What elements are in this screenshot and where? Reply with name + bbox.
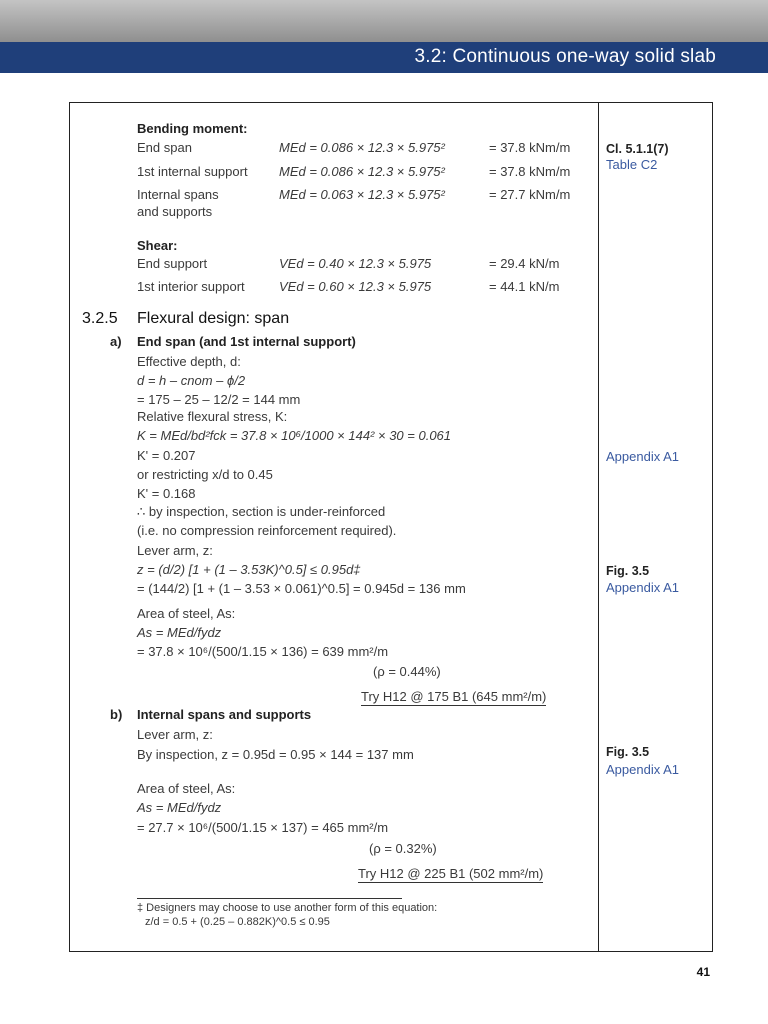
calc-line: K' = 0.168 bbox=[137, 486, 196, 501]
calc-line: Lever arm, z: bbox=[137, 543, 213, 558]
bending-label-cont: and supports bbox=[137, 204, 213, 219]
section-number: 3.2.5 bbox=[82, 310, 118, 327]
footnote-rule bbox=[137, 898, 402, 899]
calc-line: Effective depth, d: bbox=[137, 354, 241, 369]
bending-equation: MEd = 0.086 × 12.3 × 5.975² bbox=[279, 164, 445, 179]
calc-line: z = (d/2) [1 + (1 – 3.53K)^0.5] ≤ 0.95d‡ bbox=[137, 562, 361, 577]
calc-line: ∴ by inspection, section is under-reinforced bbox=[137, 504, 386, 519]
shear-heading: Shear: bbox=[137, 238, 178, 253]
calc-line: = 37.8 × 10⁶/(500/1.15 × 136) = 639 mm²/m bbox=[137, 644, 389, 659]
shear-equation: VEd = 0.40 × 12.3 × 5.975 bbox=[279, 256, 432, 271]
part-b-heading: Internal spans and supports bbox=[137, 707, 312, 722]
margin-divider bbox=[598, 102, 599, 952]
clause-reference: Cl. 5.1.1(7) bbox=[606, 142, 669, 156]
calc-line: = (144/2) [1 + (1 – 3.53 × 0.061)^0.5] = 0.945d = 136 mm bbox=[137, 581, 466, 596]
calc-line: = 175 – 25 – 12/2 = 144 mm bbox=[137, 392, 301, 407]
part-a-heading: End span (and 1st internal support) bbox=[137, 334, 356, 349]
bending-result: = 27.7 kNm/m bbox=[489, 187, 571, 202]
calc-line: As = MEd/fydz bbox=[137, 625, 222, 640]
bending-label: End span bbox=[137, 140, 192, 155]
figure-reference: Fig. 3.5 bbox=[606, 564, 650, 578]
calc-line: (i.e. no compression reinforcement required). bbox=[137, 523, 397, 538]
calc-line: Relative flexural stress, K: bbox=[137, 409, 288, 424]
footnote-line: ‡ Designers may choose to use another form of this equation: bbox=[137, 902, 438, 914]
bending-result: = 37.8 kNm/m bbox=[489, 164, 571, 179]
calc-line: K' = 0.207 bbox=[137, 448, 196, 463]
bar-selection: Try H12 @ 175 B1 (645 mm²/m) bbox=[361, 689, 547, 704]
bending-equation: MEd = 0.086 × 12.3 × 5.975² bbox=[279, 140, 445, 155]
appendix-reference: Appendix A1 bbox=[606, 762, 680, 777]
part-b-marker: b) bbox=[110, 707, 123, 722]
shear-equation: VEd = 0.60 × 12.3 × 5.975 bbox=[279, 279, 432, 294]
part-a-marker: a) bbox=[110, 334, 122, 349]
table-reference: Table C2 bbox=[606, 157, 658, 172]
figure-reference: Fig. 3.5 bbox=[606, 745, 650, 759]
calc-line: By inspection, z = 0.95d = 0.95 × 144 = 137 mm bbox=[137, 747, 414, 762]
shear-result: = 29.4 kN/m bbox=[489, 256, 560, 271]
reinforcement-ratio: (ρ = 0.32%) bbox=[369, 841, 437, 856]
chapter-header-bar bbox=[0, 42, 768, 73]
calc-line: Area of steel, As: bbox=[137, 606, 236, 621]
appendix-reference: Appendix A1 bbox=[606, 580, 680, 595]
calc-line: d = h – cnom – ϕ/2 bbox=[137, 373, 246, 388]
calc-line: Lever arm, z: bbox=[137, 727, 213, 742]
reinforcement-ratio: (ρ = 0.44%) bbox=[373, 664, 441, 679]
bending-label: Internal spans bbox=[137, 187, 219, 202]
calc-line: As = MEd/fydz bbox=[137, 800, 222, 815]
bending-heading: Bending moment: bbox=[137, 121, 248, 136]
calc-line: K = MEd/bd²fck = 37.8 × 10⁶/1000 × 144² × 30 = 0.061 bbox=[137, 428, 452, 443]
page-number: 41 bbox=[696, 965, 710, 979]
shear-label: End support bbox=[137, 256, 208, 271]
chapter-title: 3.2: Continuous one-way solid slab bbox=[414, 46, 716, 67]
bending-label: 1st internal support bbox=[137, 164, 248, 179]
section-title: Flexural design: span bbox=[137, 310, 290, 327]
shear-result: = 44.1 kN/m bbox=[489, 279, 560, 294]
shear-label: 1st interior support bbox=[137, 279, 245, 294]
top-gradient-bar bbox=[0, 0, 768, 42]
appendix-reference: Appendix A1 bbox=[606, 449, 680, 464]
calc-line: Area of steel, As: bbox=[137, 781, 236, 796]
bar-selection: Try H12 @ 225 B1 (502 mm²/m) bbox=[358, 866, 544, 881]
footnote-line: z/d = 0.5 + (0.25 – 0.882K)^0.5 ≤ 0.95 bbox=[145, 916, 330, 928]
calc-line: or restricting x/d to 0.45 bbox=[137, 467, 273, 482]
bending-result: = 37.8 kNm/m bbox=[489, 140, 571, 155]
bending-equation: MEd = 0.063 × 12.3 × 5.975² bbox=[279, 187, 445, 202]
calc-line: = 27.7 × 10⁶/(500/1.15 × 137) = 465 mm²/m bbox=[137, 820, 389, 835]
